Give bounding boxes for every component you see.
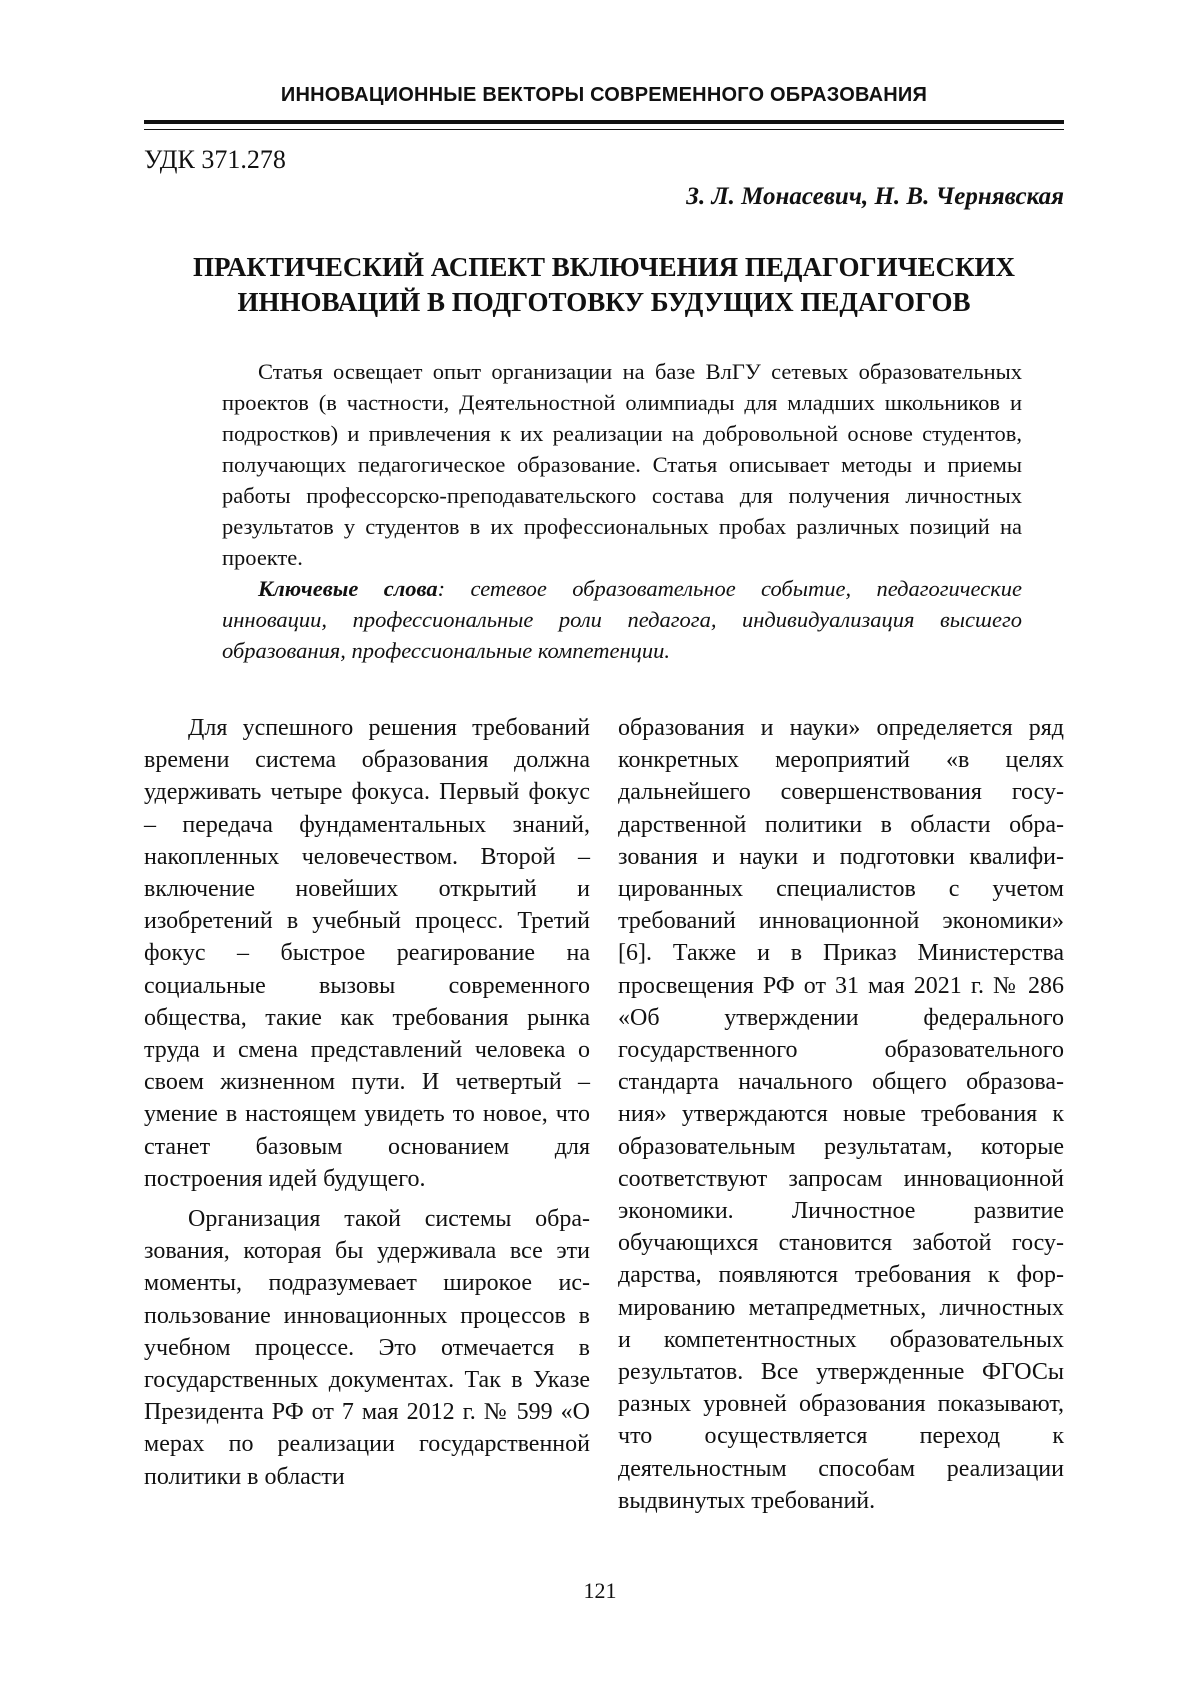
abstract-block bbox=[222, 356, 1022, 666]
body-paragraph: Организация такой системы образования, которая бы удерживала все эти моменты, подразумевает широкое использование инновационных процессов в учебном процессе. Это отмечается в государственных документах. Так в Указе Президента РФ от 7 мая 2012 г. № 599 «О мерах по реализации государственной политики в области bbox=[144, 1206, 590, 1490]
title-line: ИННОВАЦИЙ В ПОДГОТОВКУ БУДУЩИХ ПЕДАГОГОВ bbox=[237, 287, 971, 317]
keywords-text: : сетевое образовательное событие, педагогические инновации, профессиональные роли педагога, индивидуализация высшего образования, профессиональные компетенции. bbox=[222, 576, 1022, 663]
udc-code: УДК 371.278 bbox=[144, 145, 286, 174]
keywords-label: Ключевые слова bbox=[258, 576, 438, 601]
title-line: ПРАКТИЧЕСКИЙ АСПЕКТ ВКЛЮЧЕНИЯ ПЕДАГОГИЧЕСКИХ bbox=[192, 252, 1016, 282]
abstract-text: Статья освещает опыт организации на базе ВлГУ сетевых образовательных проектов (в частности, Деятельностной олимпиады для младших школьников и подростков) и привлечения к их реализации на добровольной основе студентов, получающих педагогическое образование. Статья описывает методы и приемы работы профессорско-преподавательского состава для получения личностных результатов у студентов в их профессиональных пробах различных позиций на проекте. bbox=[222, 359, 1022, 570]
header-rule-thick bbox=[144, 120, 1064, 124]
body-paragraph: образования и науки» определяется ряд конкретных мероприятий «в целях дальнейшего совершенствования государственной политики в области образования и науки и подготовки квалифицированных специалистов с учетом требований инновационной экономики» [6]. Также и в Приказ Министерства просвещения РФ от 31 мая 2021 г. № 286 «Об утверждении федерального государственного образовательного стандарта начального общего образования» утверждаются новые требования к образовательным результатам, которые соответствуют запросам инновационной экономики. Личностное развитие обучающихся становится заботой государства, появляются требования к формированию метапредметных, личностных и компетентностных образовательных результатов. Все утвержденные ФГОСы разных уровней образования показывают, что осуществляется переход к деятельностным способам реализации выдвинутых требований. bbox=[618, 715, 1064, 1514]
authors: З. Л. Монасевич, Н. В. Чернявская bbox=[686, 183, 1064, 210]
article-title bbox=[144, 250, 1064, 320]
header-rule-thin bbox=[144, 129, 1064, 130]
body-column-left bbox=[144, 712, 590, 1493]
body-paragraph: Для успешного решения требований времени система образования должна удерживать четыре фокуса. Первый фокус – передача фундаментальных знаний, накопленных человечеством. Второй – включение новейших открытий и изобретений в учебный процесс. Третий фокус – быстрое реагирование на социальные вызовы современного общества, такие как требования рынка труда и смена представлений человека о своем жизненном пути. И четвертый – умение в настоящем увидеть то новое, что станет базовым основанием для построения идей будущего. bbox=[144, 715, 590, 1192]
page-number: 121 bbox=[583, 1578, 617, 1603]
keywords bbox=[222, 573, 1022, 666]
body-column-right bbox=[618, 712, 1064, 1517]
running-head: ИННОВАЦИОННЫЕ ВЕКТОРЫ СОВРЕМЕННОГО ОБРАЗОВАНИЯ bbox=[280, 84, 928, 106]
